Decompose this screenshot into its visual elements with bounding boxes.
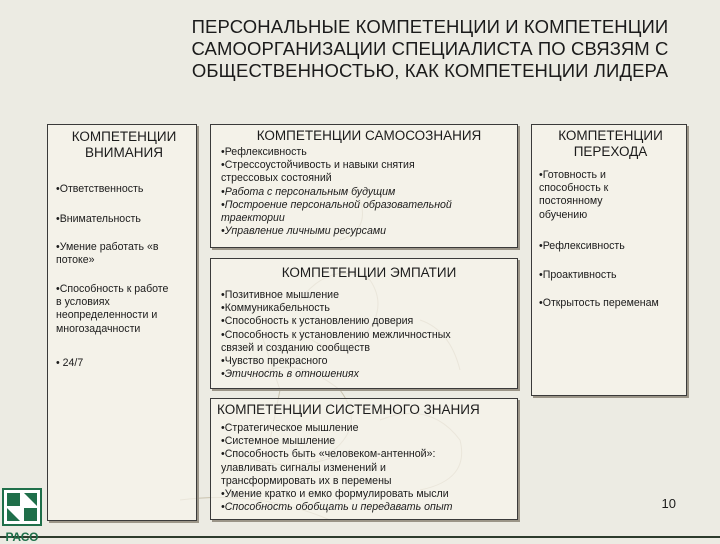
list-item: •Способность к установлению доверия	[221, 315, 414, 328]
raso-logo	[2, 488, 42, 544]
empathy-heading: КОМПЕТЕНЦИИ ЭМПАТИИ	[281, 265, 457, 280]
page-number: 10	[661, 496, 676, 511]
systems-knowledge-list	[217, 422, 517, 514]
list-item: •Чувство прекрасного	[221, 355, 328, 368]
page-title: ПЕРСОНАЛЬНЫЕ КОМПЕТЕНЦИИ И КОМПЕТЕНЦИИ САМООРГАНИЗАЦИИ СПЕЦИАЛИСТА ПО СВЯЗЯМ С ОБЩЕСТВЕННОСТЬЮ, КАК КОМПЕТЕНЦИИ ЛИДЕРА	[191, 16, 669, 81]
list-item: •Работа с персональным будущим	[221, 185, 396, 198]
empathy-panel	[210, 258, 518, 389]
systems-knowledge-panel	[210, 398, 518, 520]
list-item: •Внимательность	[56, 213, 141, 225]
logo-text: РАСО	[5, 530, 39, 544]
list-item: •Ответственность	[56, 183, 144, 195]
empathy-list	[221, 289, 517, 381]
list-item: • 24/7	[56, 357, 84, 369]
list-item: •Коммуникабельность	[221, 302, 330, 315]
list-item: •Управление личными ресурсами	[221, 225, 387, 238]
list-item: •Способность к работе в условиях неопределенности и многозадачности	[56, 283, 169, 335]
list-item: •Этичность в отношениях	[221, 368, 359, 381]
list-item: •Умение работать «в потоке»	[56, 241, 159, 267]
footer-band	[0, 536, 720, 538]
list-item: •Умение кратко и емко формулировать мысли	[221, 488, 449, 501]
list-item: •Системное мышление	[221, 435, 336, 448]
list-item: •Построение персональной образовательной траектории	[221, 198, 452, 225]
list-item: •Рефлексивность	[539, 240, 625, 252]
list-item: •Готовность и способность к постоянному обучению	[539, 169, 609, 221]
logo-mark-icon	[2, 488, 42, 526]
list-item: •Позитивное мышление	[221, 289, 339, 301]
self-awareness-list	[221, 146, 517, 238]
list-item: •Способность быть «человеком-антенной»: улавливать сигналы изменений и трансформировать их в перемены	[221, 448, 436, 487]
attention-heading: КОМПЕТЕНЦИИ ВНИМАНИЯ	[71, 129, 177, 160]
list-item: •Стратегическое мышление	[221, 422, 359, 434]
systems-knowledge-heading: КОМПЕТЕНЦИИ СИСТЕМНОГО ЗНАНИЯ	[217, 402, 480, 417]
self-awareness-panel	[210, 124, 518, 248]
list-item: •Рефлексивность	[221, 146, 307, 158]
transition-panel	[531, 124, 687, 396]
list-item: •Способность к установлению межличностных связей и созданию сообществ	[221, 328, 451, 354]
attention-panel	[47, 124, 197, 521]
list-item: •Стрессоустойчивость и навыки снятия стрессовых состояний	[221, 159, 415, 185]
list-item: •Проактивность	[539, 269, 617, 281]
list-item: •Способность обобщать и передавать опыт	[221, 501, 453, 514]
list-item: •Открытость переменам	[539, 297, 659, 309]
transition-heading: КОМПЕТЕНЦИИ ПЕРЕХОДА	[558, 128, 663, 159]
self-awareness-heading: КОМПЕТЕНЦИИ САМОСОЗНАНИЯ	[256, 128, 482, 143]
